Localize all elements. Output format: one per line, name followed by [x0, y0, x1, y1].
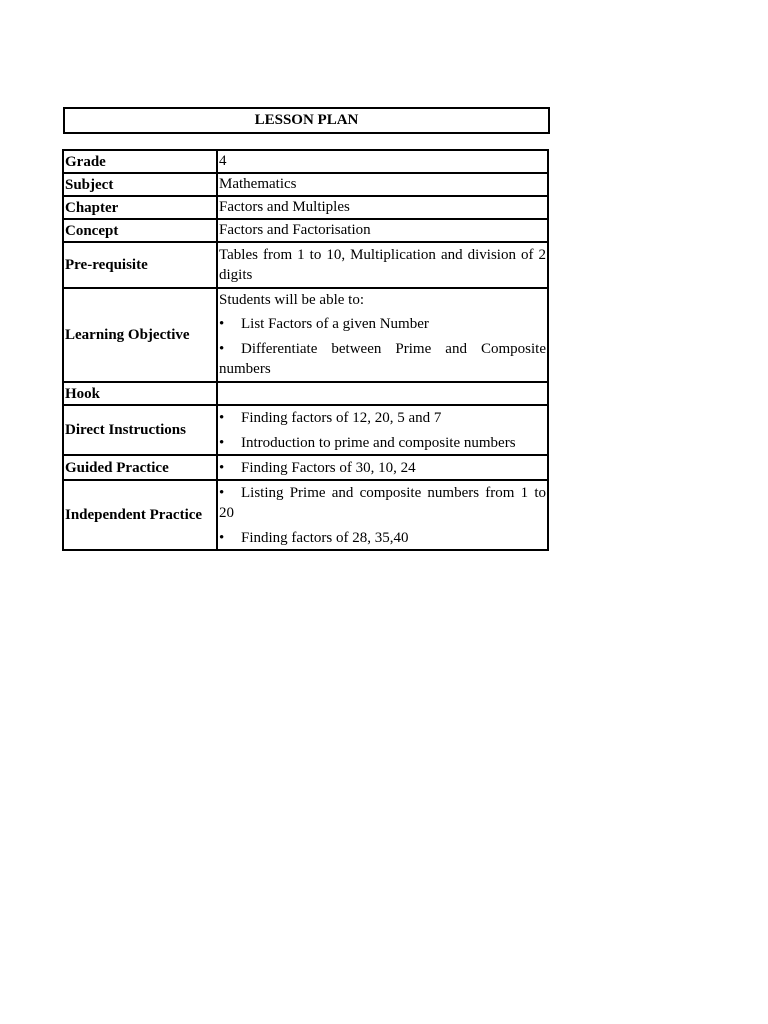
bullet-icon: • [219, 435, 225, 451]
bullet-icon: • [219, 341, 225, 357]
lesson-plan-title: LESSON PLAN [63, 107, 550, 134]
objective-intro: Students will be able to: [219, 292, 364, 308]
table-row-subject [63, 173, 548, 196]
row-label: Chapter [63, 196, 217, 219]
row-value [217, 382, 548, 405]
bullet-icon: • [219, 460, 225, 476]
list-item: • Finding factors of 28, 35,40 [219, 530, 409, 546]
row-label: Concept [63, 219, 217, 242]
row-label: Pre-requisite [63, 242, 217, 288]
row-value: Tables from 1 to 10, Multiplication and division of 2 digits [217, 242, 548, 288]
table-row-chapter [63, 196, 548, 219]
list-item: • List Factors of a given Number [219, 316, 429, 332]
list-item: • Listing Prime and composite numbers from 1 to 20 [219, 485, 546, 521]
bullet-icon: • [219, 485, 225, 501]
table-row-grade [63, 150, 548, 173]
row-value [217, 405, 548, 455]
row-value: Factors and Multiples [217, 196, 548, 219]
table-row-independent-practice [63, 480, 548, 550]
list-item: • Finding Factors of 30, 10, 24 [219, 460, 416, 476]
table-row-prerequisite [63, 242, 548, 288]
row-label: Guided Practice [63, 455, 217, 480]
row-value [217, 480, 548, 550]
table-row-guided-practice [63, 455, 548, 480]
row-value: Factors and Factorisation [217, 219, 548, 242]
bullet-icon: • [219, 316, 225, 332]
row-label: Learning Objective [63, 288, 217, 382]
row-value [217, 288, 548, 382]
list-item: • Finding factors of 12, 20, 5 and 7 [219, 410, 442, 426]
row-label: Independent Practice [63, 480, 217, 550]
list-item: • Differentiate between Prime and Composite numbers [219, 341, 546, 377]
lesson-plan-table [62, 149, 549, 551]
row-value: Mathematics [217, 173, 548, 196]
bullet-icon: • [219, 410, 225, 426]
row-label: Subject [63, 173, 217, 196]
table-row-hook [63, 382, 548, 405]
row-label: Hook [63, 382, 217, 405]
bullet-icon: • [219, 530, 225, 546]
table-row-concept [63, 219, 548, 242]
table-row-learning-objective [63, 288, 548, 382]
row-value [217, 455, 548, 480]
list-item: • Introduction to prime and composite numbers [219, 435, 516, 451]
row-label: Direct Instructions [63, 405, 217, 455]
row-value: 4 [217, 150, 548, 173]
row-label: Grade [63, 150, 217, 173]
table-row-direct-instructions [63, 405, 548, 455]
